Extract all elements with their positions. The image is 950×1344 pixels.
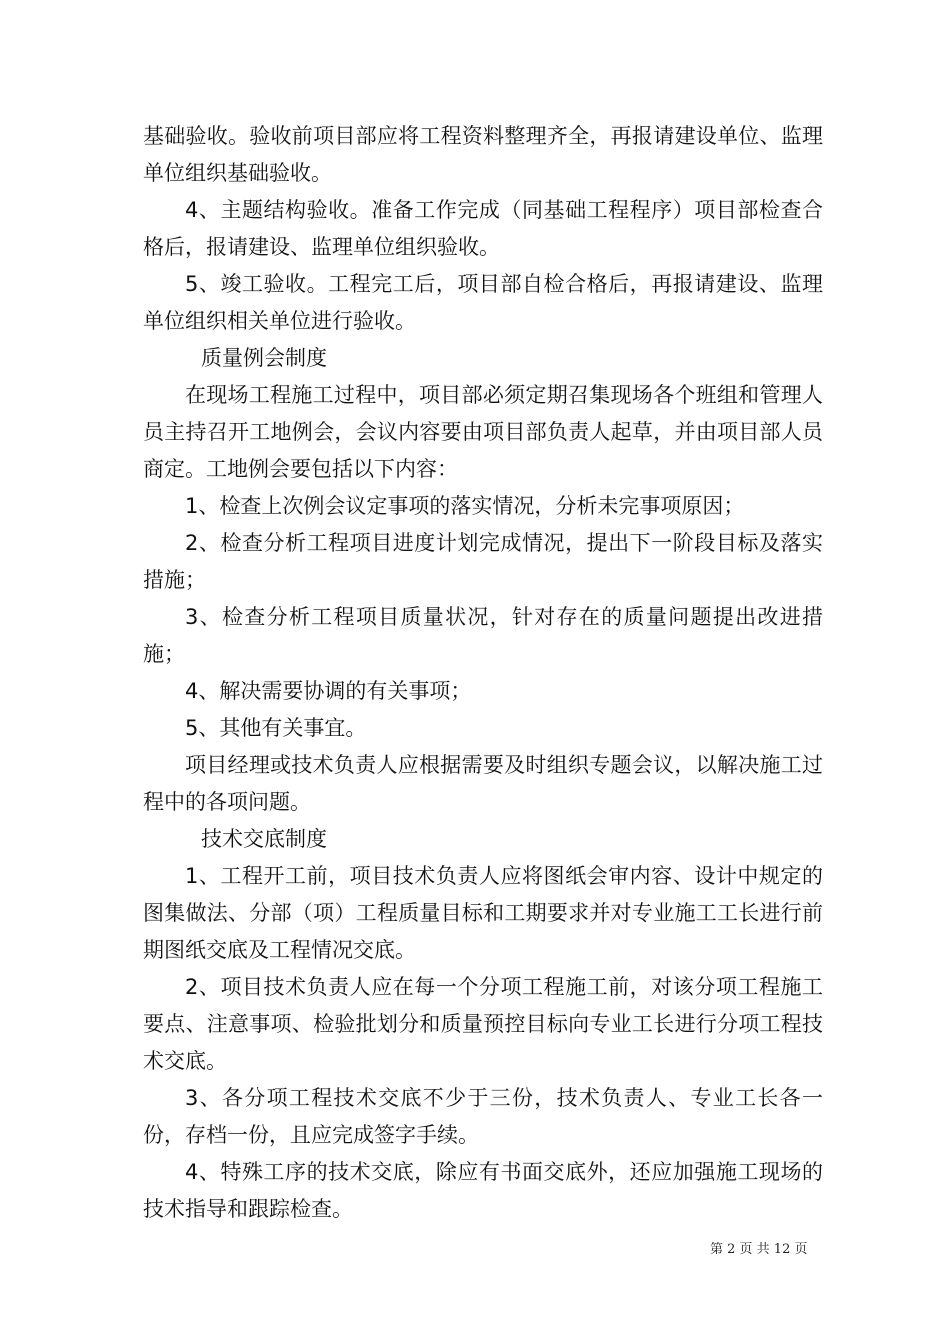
list-item: 2、项目技术负责人应在每一个分项工程施工前，对该分项工程施工要点、注意事项、检验批划分和质量预控目标向专业工长进行分项工程技术交底。 [143,975,823,1073]
paragraph: 项目经理或技术负责人应根据需要及时组织专题会议，以解决施工过程中的各项问题。 [143,753,823,814]
list-item: 3、检查分析工程项目质量状况，针对存在的质量问题提出改进措施； [143,605,823,666]
list-item: 2、检查分析工程项目进度计划完成情况，提出下一阶段目标及落实措施； [143,531,823,592]
paragraph: 基础验收。验收前项目部应将工程资料整理齐全，再报请建设单位、监理单位组织基础验收。 [143,124,823,185]
list-item: 5、其他有关事宜。 [185,716,367,740]
paragraph: 5、竣工验收。工程完工后，项目部自检合格后，再报请建设、监理单位组织相关单位进行验收。 [143,272,823,333]
page-number: 第 2 页 共 12 页 [710,1242,808,1257]
list-item: 1、工程开工前，项目技术负责人应将图纸会审内容、设计中规定的图集做法、分部（项）工程质量目标和工期要求并对专业施工工长进行前期图纸交底及工程情况交底。 [143,864,823,962]
list-item: 3、各分项工程技术交底不少于三份，技术负责人、专业工长各一份，存档一份，且应完成签字手续。 [143,1086,823,1147]
list-item: 4、特殊工序的技术交底，除应有书面交底外，还应加强施工现场的技术指导和跟踪检查。 [143,1160,823,1221]
document-body [143,118,823,1228]
list-item: 4、解决需要协调的有关事项； [185,679,472,703]
section-heading: 技术交底制度 [201,827,327,851]
paragraph: 4、主题结构验收。准备工作完成（同基础工程程序）项目部检查合格后，报请建设、监理单位组织验收。 [143,198,823,259]
list-item: 1、检查上次例会议定事项的落实情况，分析未完事项原因； [185,494,745,518]
paragraph: 在现场工程施工过程中，项目部必须定期召集现场各个班组和管理人员主持召开工地例会，会议内容要由项目部负责人起草，并由项目部人员商定。工地例会要包括以下内容： [143,383,823,481]
section-heading: 质量例会制度 [201,346,327,370]
